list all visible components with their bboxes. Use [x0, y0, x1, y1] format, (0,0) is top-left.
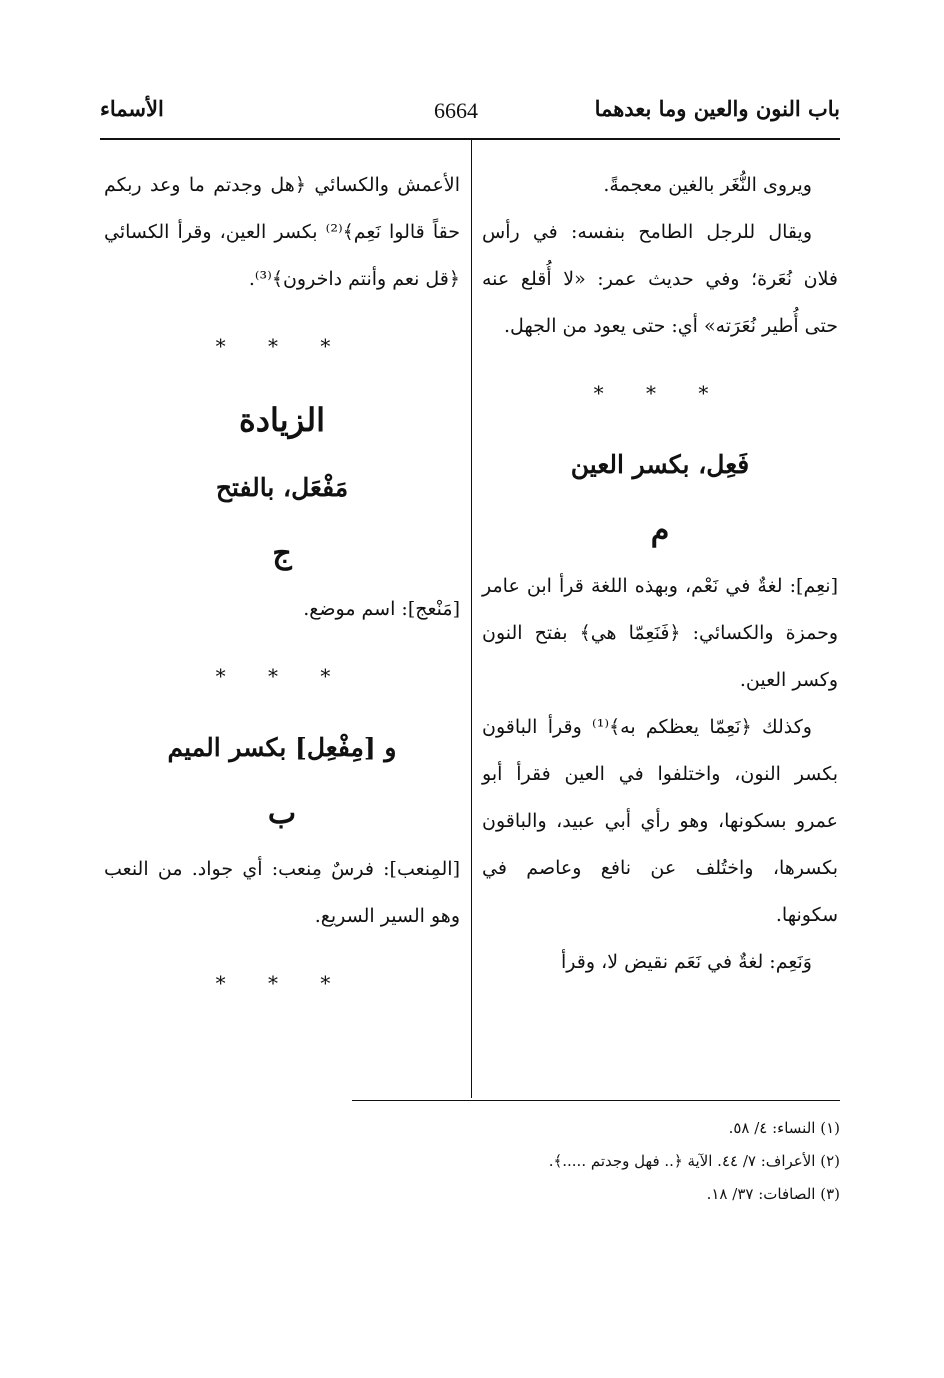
paragraph: وكذلك ﴿نَعِمّا يعظكم به﴾⁽¹⁾ وقرأ الباقون بكسر النون، واختلفوا في العين فقرأ أبو عمرو بسكونها، وهو رأي أبي عبيد، والباقون بكسرها، واختُلف عن نافع وعاصم في سكونها.	[482, 716, 838, 926]
header-rule	[100, 138, 840, 140]
section-separator: * * *	[215, 971, 349, 995]
footnote: (١) النساء: ٤/ ٥٨.	[728, 1119, 840, 1137]
section-heading: و [مِفْعِل] بكسر الميم	[167, 733, 397, 762]
paragraph: ويقال للرجل الطامح بنفسه: في رأس فلان نُعَرة؛ وفي حديث عمر: «لا أُقلع عنه حتى أُطير نُعَرَته» أي: حتى يعود من الجهل.	[482, 221, 838, 337]
section-separator: * * *	[593, 381, 727, 405]
running-header	[100, 96, 840, 136]
section-heading: مَفْعَل، بالفتح	[215, 473, 349, 502]
column-divider	[471, 140, 472, 1098]
entry-paragraph: [المِنعب]: فرسٌ مِنعب: أي جواد. من النعب وهو السير السريع.	[104, 858, 460, 927]
section-separator: * * *	[215, 664, 349, 688]
page-number: 6664	[434, 98, 478, 123]
header-section-title: الأسماء	[100, 96, 164, 121]
entry-paragraph: [مَنْعج]: اسم موضع.	[303, 598, 460, 620]
paragraph: ويروى النُّغَر بالغين معجمةً.	[603, 174, 812, 196]
section-heading: فَعِل، بكسر العين	[570, 450, 750, 479]
letter-heading: م	[650, 513, 670, 548]
header-chapter-title: باب النون والعين وما بعدهما	[594, 96, 840, 121]
section-title: الزيادة	[239, 401, 325, 439]
left-column	[104, 162, 460, 1027]
footnote: (٢) الأعراف: ٧/ ٤٤. الآية ﴿.. فهل وجدتم .....﴾.	[548, 1152, 840, 1170]
entry-paragraph: [نعِم]: لغةٌ في نَعْم، وبهذه اللغة قرأ ابن عامر وحمزة والكسائي: ﴿فَنَعِمّا هي﴾ بفتح النون وكسر العين.	[482, 575, 838, 691]
footnotes	[380, 1112, 840, 1211]
letter-heading: ب	[267, 796, 297, 831]
paragraph: الأعمش والكسائي ﴿هل وجدتم ما وعد ربكم حقاً قالوا نَعِم﴾⁽²⁾ بكسر العين، وقرأ الكسائي ﴿قل نعم وأنتم داخرون﴾⁽³⁾.	[104, 174, 460, 290]
right-column	[482, 162, 838, 986]
section-separator: * * *	[215, 334, 349, 358]
paragraph: وَنَعِم: لغةٌ في نَعَم نقيض لا، وقرأ	[561, 951, 812, 973]
footnote-rule	[352, 1100, 840, 1101]
footnote: (٣) الصافات: ٣٧/ ١٨.	[706, 1185, 840, 1203]
letter-heading: ج	[272, 536, 292, 571]
